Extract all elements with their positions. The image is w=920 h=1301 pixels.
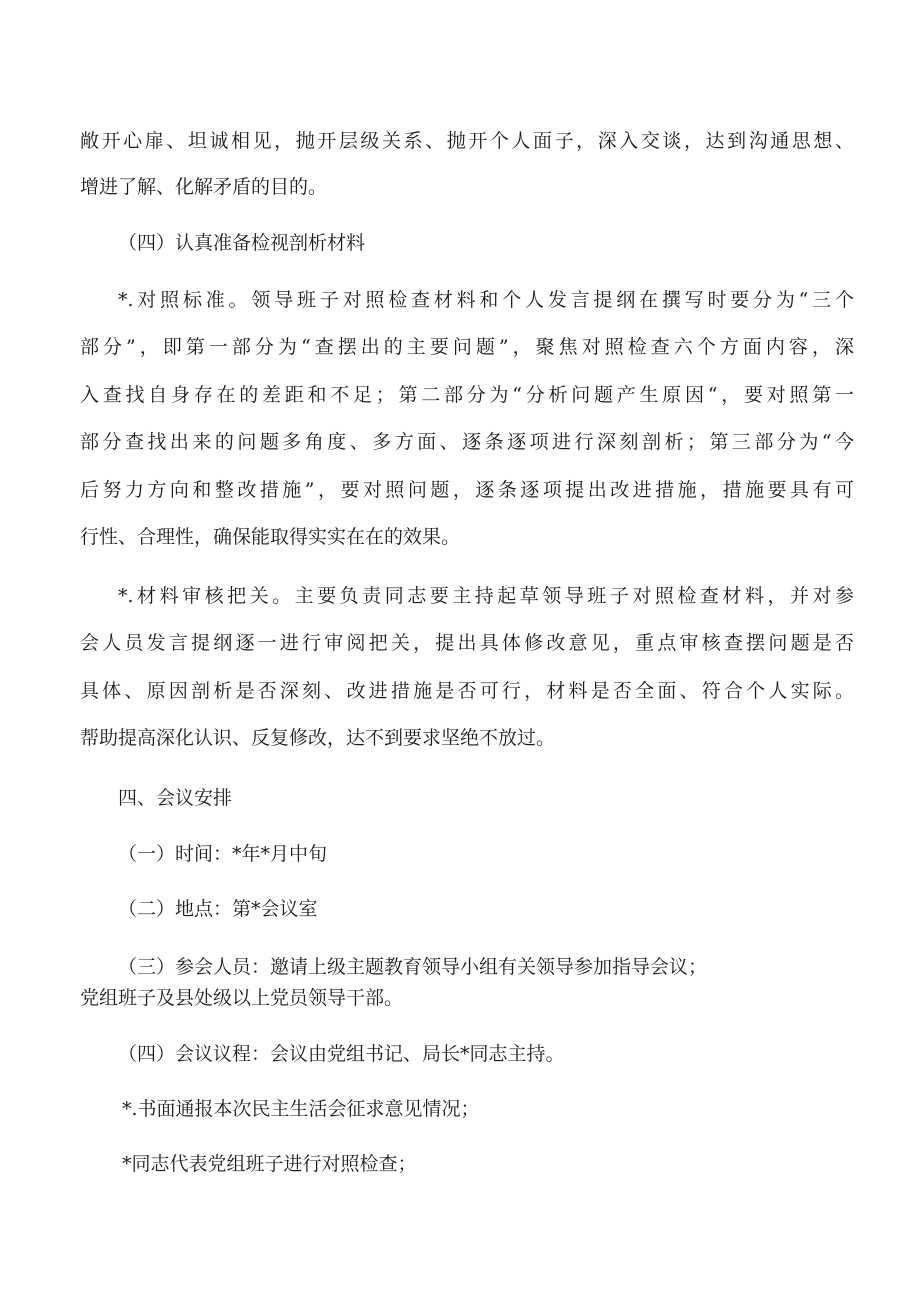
paragraph-line: 部分查找出来的问题多角度、多方面、逐条逐项进行深刻剖析；第三部分为“今 bbox=[80, 431, 854, 453]
paragraph-line: 会人员发言提纲逐一进行审阅把关，提出具体修改意见，重点审核查摆问题是否 bbox=[80, 632, 854, 654]
meeting-agenda: （四）会议议程：会议由党组书记、局长*同志主持。 bbox=[118, 1043, 565, 1065]
agenda-step: *同志代表党组班子进行对照检查； bbox=[122, 1153, 417, 1175]
paragraph-line: 后努力方向和整改措施”，要对照问题，逐条逐项提出改进措施，措施要具有可 bbox=[80, 479, 854, 501]
paragraph-line: 行性、合理性，确保能取得实实在在的效果。 bbox=[80, 526, 461, 548]
paragraph-line: *.材料审核把关。主要负责同志要主持起草领导班子对照检查材料，并对参 bbox=[118, 585, 854, 607]
meeting-time: （一）时间：*年*月中旬 bbox=[118, 843, 328, 865]
meeting-place: （二）地点：第*会议室 bbox=[118, 898, 318, 920]
agenda-step: *.书面通报本次民主生活会征求意见情况； bbox=[122, 1098, 480, 1120]
subsection-heading: （四）认真准备检视剖析材料 bbox=[118, 232, 366, 254]
meeting-attendees: （三）参会人员：邀请上级主题教育领导小组有关领导参加指导会议； bbox=[118, 956, 708, 978]
section-heading: 四、会议安排 bbox=[118, 787, 233, 809]
paragraph-line: 帮助提高深化认识、反复修改，达不到要求坚绝不放过。 bbox=[80, 727, 556, 749]
paragraph-line: 部分”，即第一部分为“查摆出的主要问题”，聚焦对照检查六个方面内容，深 bbox=[80, 336, 854, 358]
paragraph-line: 具体、原因剖析是否深刻、改进措施是否可行，材料是否全面、符合个人实际。 bbox=[80, 680, 854, 702]
paragraph-line: *.对照标准。领导班子对照检查材料和个人发言提纲在撰写时要分为“三个 bbox=[118, 289, 854, 311]
paragraph-line: 入查找自身存在的差距和不足；第二部分为“分析问题产生原因“，要对照第一 bbox=[80, 384, 854, 406]
paragraph-line: 敞开心扉、坦诚相见，抛开层级关系、抛开个人面子，深入交谈，达到沟通思想、 bbox=[80, 130, 854, 152]
meeting-attendees-continued: 党组班子及县处级以上党员领导干部。 bbox=[80, 987, 404, 1009]
paragraph-line: 增进了解、化解矛盾的目的。 bbox=[80, 176, 328, 198]
